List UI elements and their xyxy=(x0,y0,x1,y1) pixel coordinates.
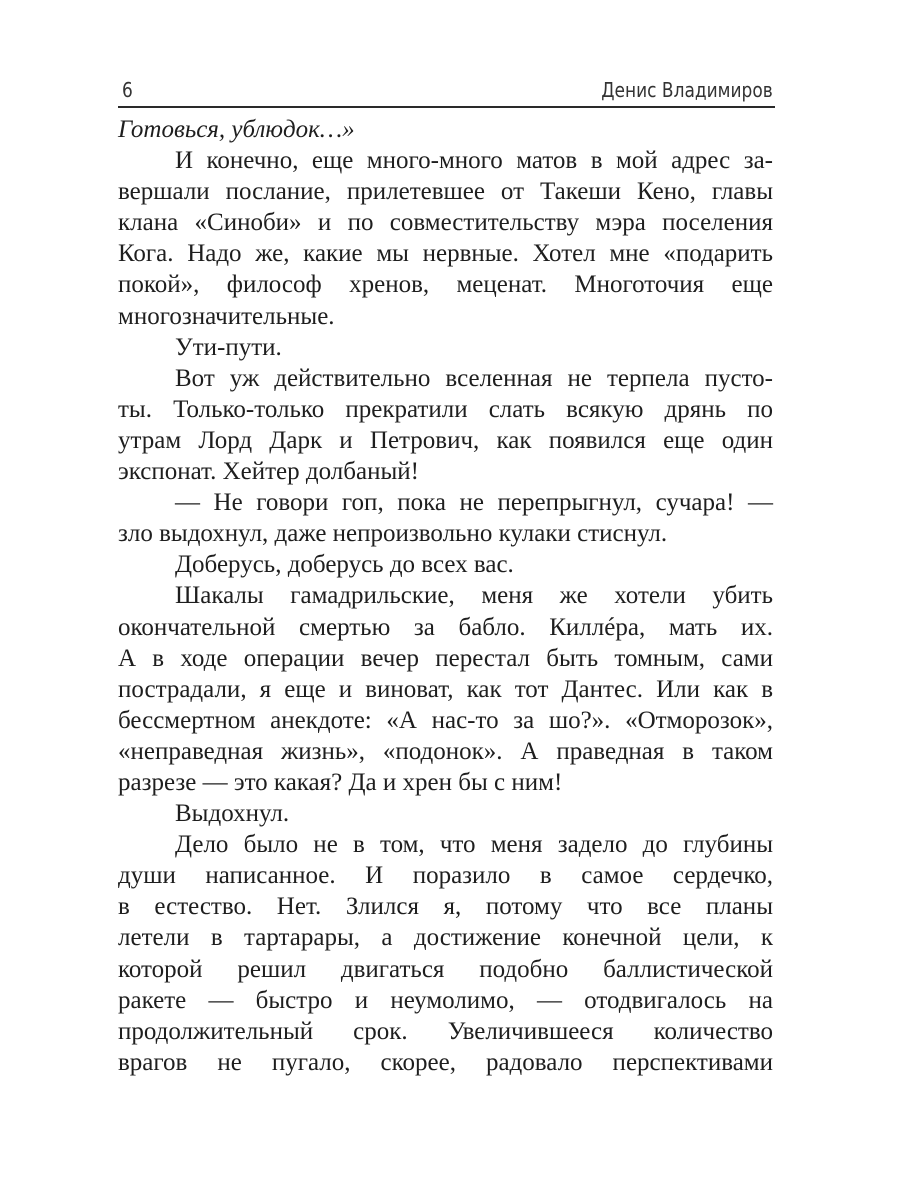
text-line: зло выдохнул, даже непроизвольно кулаки стиснул. xyxy=(118,520,668,548)
text-line: Дело было не в том, что меня задело до глубины xyxy=(175,831,773,859)
text-line: клана «Синоби» и по совместительству мэра поселения xyxy=(118,209,773,237)
text-line: Доберусь, доберусь до всех вас. xyxy=(175,551,514,579)
text-line: Шакалы гамадрильские, меня же хотели убить xyxy=(175,582,773,610)
text-line: А в ходе операции вечер перестал быть томным, сами xyxy=(118,644,773,672)
text-line: разрезе — это какая? Да и хрен бы с ним! xyxy=(118,768,563,796)
running-header xyxy=(118,74,773,106)
running-header-author: Денис Владимиров xyxy=(601,78,773,102)
text-line: окончательной смертью за бабло. Киллéра, мать их. xyxy=(118,613,773,641)
text-line: бессмертном анекдоте: «А нас-то за шо?». «Отморозок», xyxy=(118,706,773,734)
text-line: И конечно, еще много-много матов в мой адрес за- xyxy=(175,147,773,175)
text-line: летели в тартарары, а достижение конечной цели, к xyxy=(118,924,773,952)
header-rule xyxy=(118,106,775,108)
text-line: Ути-пути. xyxy=(175,333,282,361)
text-line: многозначительные. xyxy=(118,302,335,330)
text-line: «неправедная жизнь», «подонок». А праведная в таком xyxy=(118,737,773,765)
text-line: Кога. Надо же, какие мы нервные. Хотел мне «подарить xyxy=(118,240,773,268)
text-line: Готовься, ублюдок…» xyxy=(118,116,355,143)
body-text xyxy=(118,114,773,1078)
page-number: 6 xyxy=(122,78,133,102)
text-line: продолжительный срок. Увеличившееся количество xyxy=(118,1017,773,1045)
text-line: — Не говори гоп, пока не перепрыгнул, сучара! — xyxy=(175,489,773,517)
text-line: Вот уж действительно вселенная не терпела пусто- xyxy=(175,364,773,392)
text-line: экспонат. Хейтер долбаный! xyxy=(118,458,419,486)
text-line: покой», философ хренов, меценат. Многоточия еще xyxy=(118,271,773,299)
text-line: ракете — быстро и неумолимо, — отодвигалось на xyxy=(118,986,773,1014)
text-line: в естество. Нет. Злился я, потому что все планы xyxy=(118,893,773,921)
text-line: души написанное. И поразило в самое сердечко, xyxy=(118,862,773,890)
text-line: ты. Только-только прекратили слать всякую дрянь по xyxy=(118,395,773,423)
text-line: вершали послание, прилетевшее от Такеши Кено, главы xyxy=(118,178,773,206)
text-line: врагов не пугало, скорее, радовало перспективами xyxy=(118,1048,773,1076)
text-line: пострадали, я еще и виноват, как тот Дантес. Или как в xyxy=(118,675,773,703)
text-line: которой решил двигаться подобно баллистической xyxy=(118,955,773,983)
text-line: Выдохнул. xyxy=(175,800,290,828)
text-line: утрам Лорд Дарк и Петрович, как появился еще один xyxy=(118,426,773,454)
